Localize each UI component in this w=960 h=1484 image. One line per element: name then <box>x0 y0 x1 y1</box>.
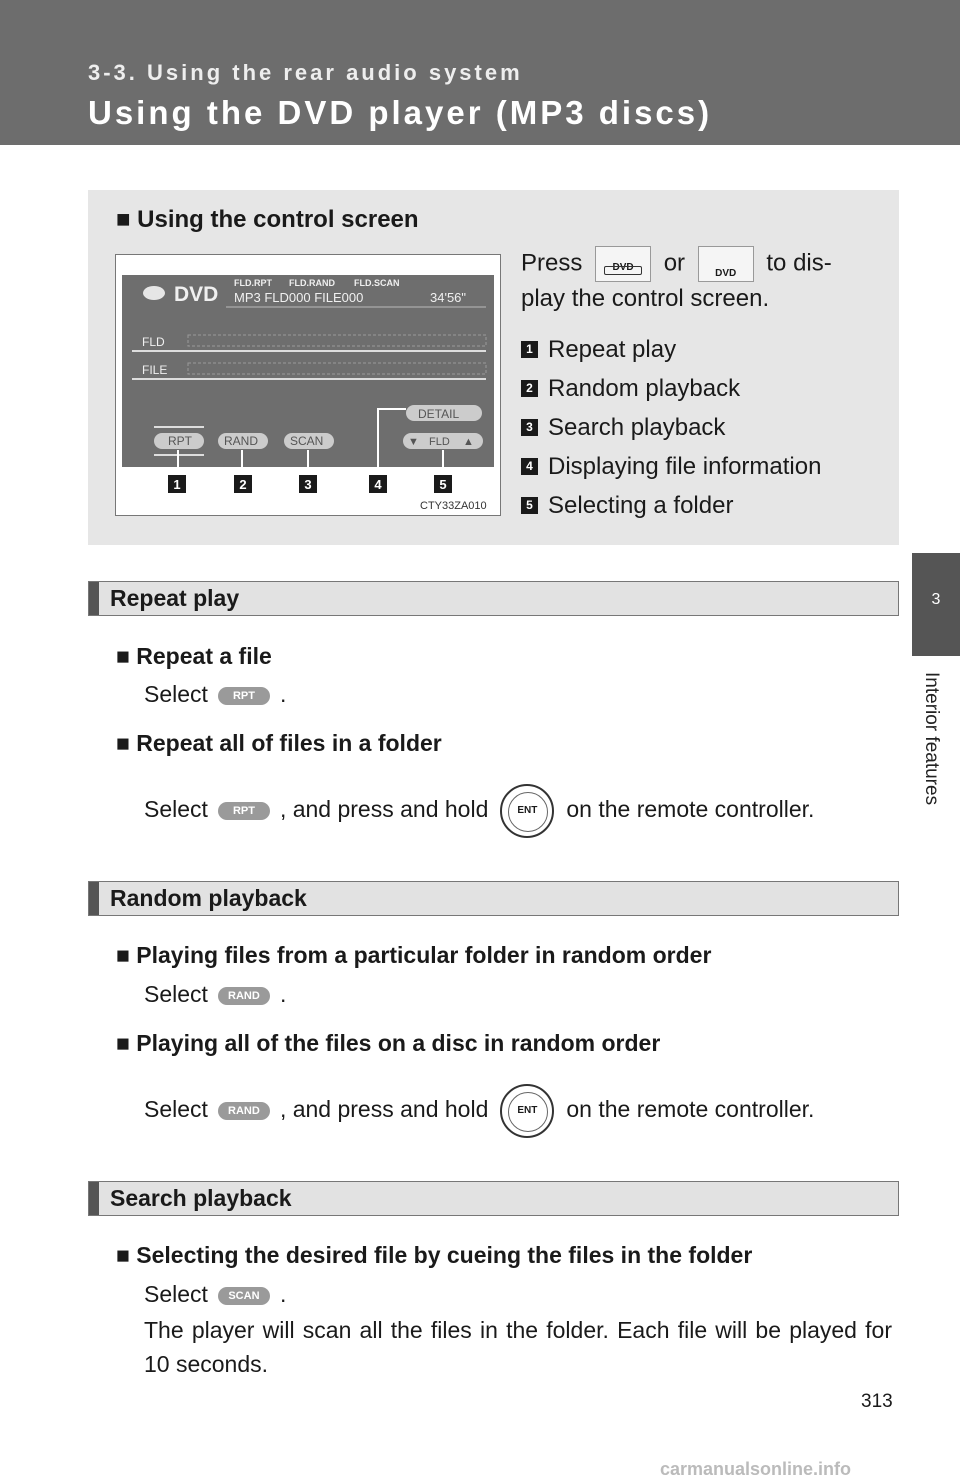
instruction-random-folder: Select RAND . <box>144 981 287 1007</box>
press-instruction: Press DVD or DVD to dis- play the control screen. <box>521 246 871 316</box>
control-screen-panel <box>88 190 899 545</box>
legend-item: 2 Random playback <box>521 369 821 408</box>
watermark: carmanualsonline.info <box>660 1459 852 1479</box>
search-description: The player will scan all the files in the folder. Each file will be played for 10 seconds. <box>144 1317 892 1377</box>
subheading-random-folder: ■ Playing files from a particular folder in random order <box>116 942 712 968</box>
page-header <box>0 0 960 145</box>
screen-dvd-label: DVD <box>174 283 219 306</box>
disc-icon <box>143 286 165 300</box>
screen-rpt: RPT <box>168 434 192 448</box>
legend-list <box>521 330 821 525</box>
section-search-playback: Search playback <box>88 1181 899 1216</box>
subheading-search-cue: ■ Selecting the desired file by cueing the files in the folder <box>116 1242 753 1268</box>
page-title: Using the DVD player (MP3 discs) <box>88 94 713 131</box>
svg-text:1: 1 <box>173 477 181 492</box>
screen-svg <box>116 255 500 515</box>
screen-time: 34'56" <box>430 290 467 305</box>
chapter-label: Interior features <box>921 672 942 806</box>
screen-top-label-3: FLD.SCAN <box>354 278 400 288</box>
instruction-random-disc: Select RAND , and press and hold ENT on the remote controller. <box>144 1084 814 1138</box>
legend-item: 5 Selecting a folder <box>521 486 821 525</box>
rand-button-icon: RAND <box>218 987 270 1005</box>
screen-top-label-2: FLD.RAND <box>289 278 335 288</box>
control-screen-illustration <box>115 254 501 516</box>
screen-detail: DETAIL <box>418 407 460 421</box>
screen-info: MP3 FLD000 FILE000 <box>234 290 364 305</box>
panel-title: ■ Using the control screen <box>116 206 419 233</box>
legend-item: 4 Displaying file information <box>521 447 821 486</box>
svg-text:4: 4 <box>374 477 382 492</box>
screen-fld-btn: FLD <box>429 436 450 448</box>
svg-text:2: 2 <box>239 477 247 492</box>
image-code: CTY33ZA010 <box>420 500 487 512</box>
ent-button-icon: ENT <box>500 1084 554 1138</box>
screen-fld-down: ▼ <box>408 436 419 448</box>
screen-scan: SCAN <box>290 434 324 448</box>
section-repeat-play: Repeat play <box>88 581 899 616</box>
dvd-key-icon: DVD <box>698 246 754 282</box>
subheading-repeat-folder: ■ Repeat all of files in a folder <box>116 730 442 756</box>
rpt-button-icon: RPT <box>218 687 270 705</box>
subheading-repeat-file: ■ Repeat a file <box>116 643 272 669</box>
legend-item: 1 Repeat play <box>521 330 821 369</box>
screen-fld-up: ▲ <box>463 436 474 448</box>
subheading-random-disc: ■ Playing all of the files on a disc in random order <box>116 1030 661 1056</box>
section-random-playback: Random playback <box>88 881 899 916</box>
instruction-repeat-file: Select RPT . <box>144 681 287 707</box>
screen-top-label-1: FLD.RPT <box>234 278 272 288</box>
ent-button-icon: ENT <box>500 784 554 838</box>
instruction-search: Select SCAN . <box>144 1281 287 1307</box>
page-number: 313 <box>861 1391 893 1412</box>
svg-text:5: 5 <box>439 477 447 492</box>
instruction-repeat-folder: Select RPT , and press and hold ENT on the remote controller. <box>144 784 814 838</box>
svg-text:3: 3 <box>304 477 312 492</box>
section-subtitle: 3-3. Using the rear audio system <box>88 60 523 85</box>
screen-file: FILE <box>142 363 168 377</box>
chapter-tab: 3 <box>912 553 960 656</box>
rpt-button-icon: RPT <box>218 802 270 820</box>
legend-item: 3 Search playback <box>521 408 821 447</box>
screen-fld: FLD <box>142 335 165 349</box>
dvd-button-icon: DVD <box>595 246 651 282</box>
rand-button-icon: RAND <box>218 1102 270 1120</box>
scan-button-icon: SCAN <box>218 1287 270 1305</box>
screen-rand: RAND <box>224 434 259 448</box>
